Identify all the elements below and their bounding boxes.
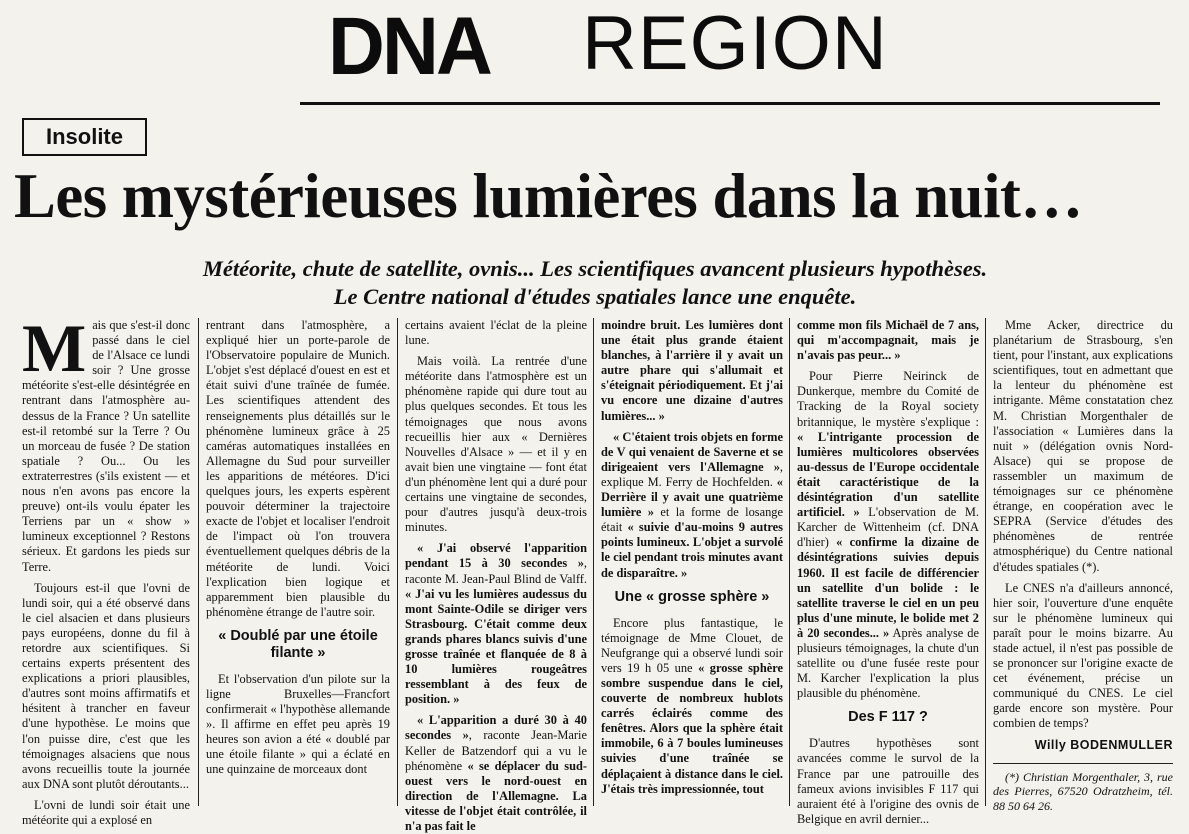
masthead-region: REGION (582, 1, 888, 86)
paragraph-text: , raconte M. Jean-Paul Blind de Valff. (405, 556, 587, 586)
article-column-3 (405, 318, 587, 833)
paragraph-text: ais que s'est-il donc passé dans le ciel de l'Alsace ce lundi soir ? Une grosse météorite s'est-elle désintégrée en rentrant dans l'atmosphère au-dessus de la France ? Un satellite est-il retombé sur la Terre ? Ou un morceau de fusée ? De station spatiale ? Ou... Ou les extraterrestres (s'ils existent — et nous n'en avons pas encore la preuve) ont-ils voulu épater les Terriens par un « show » lumineux exceptionnel ? Restons sérieux. Et gardons les pieds sur Terre. (22, 318, 190, 574)
paragraph-text: Après analyse de plusieurs témoignages, la chute d'un satellite ou d'une fusée reste pour M. Karcher l'explication la plus plausible du phénomène. (797, 625, 979, 701)
paragraph-text: et la forme de losange était (601, 505, 783, 535)
paragraph: Le CNES n'a d'ailleurs annoncé, hier soir, l'ouverture d'une enquête sur le phénomène lumineux qui paraît pour le moins bizarre. Au stade actuel, il n'est pas possible de se prononcer sur l'origine exacte de cet événement, précise un communiqué du CNES. Le ciel garde encore son mystère. Pour combien de temps? (993, 580, 1173, 731)
paragraph (405, 541, 587, 707)
masthead (300, 0, 1160, 105)
headline: Les mystérieuses lumières dans la nuit… (14, 160, 1083, 231)
paragraph-text: , raconte Jean-Marie Keller de Batzendorf qui a vu le phénomène (405, 728, 587, 773)
quote-text: « C'étaient trois objets en forme de V qui venaient de Saverne et se dirigeaient vers l'Allemagne » (601, 429, 783, 474)
quote-text: « Derrière il y avait une quatrième lumière » (601, 474, 783, 520)
quote-text: moindre bruit. Les lumières dont une était plus grande étaient blanches, à l'arrière il y avait un autre phare qui s'allumait et s'éteignait périodiquement. Et j'ai vu encore une dizaine d'autres lumières... » (601, 318, 783, 423)
column-rule (789, 318, 790, 806)
masthead-dna: DNA (328, 1, 490, 92)
paragraph (601, 430, 783, 581)
column-rule (593, 318, 594, 806)
quote-text: « grosse sphère sombre suspendue dans le ciel, couverte de nombreux hublots carrés éclairés comme des fenêtres. Alors que la sphère était immobile, 6 à 7 boules lumineuses suivies d'une traînée se déplaçaient à distance dans le ciel. J'étais très impressionnée, tout (601, 660, 783, 796)
quote-text: « se déplacer du sud-ouest vers le nord-ouest en direction de l'Allemagne. La vitesse de l'objet était contrôlée, il n'a pas fait le (405, 758, 587, 833)
column-rule (198, 318, 199, 806)
quote-text: « J'ai observé l'apparition pendant 15 à 30 secondes » (405, 541, 587, 571)
paragraph-text: Encore plus fantastique, le témoignage de Mme Clouet, de Neufgrange qui a observé lundi soir vers 19 h 05 une (601, 615, 783, 675)
paragraph-text: Pour Pierre Neirinck de Dunkerque, membre du Comité de Tracking de la Royal society britannique, le mystère s'explique : (797, 369, 979, 429)
quote-text: « L'apparition a duré 30 à 40 secondes » (405, 713, 587, 743)
subhead (110, 255, 1080, 311)
article-column-5 (797, 318, 979, 826)
paragraph (601, 318, 783, 424)
section-tag: Insolite (22, 118, 147, 156)
quote-text: « suivie d'au-moins 9 autres points lumineux. L'objet a survolé le ciel pendant trois minutes avant de disparaître. » (601, 520, 783, 580)
footnote: (*) Christian Morgenthaler, 3, rue des Pierres, 67520 Odratzheim, tél. 88 50 64 26. (993, 769, 1173, 813)
article-column-2 (206, 318, 390, 806)
article-column-4 (601, 318, 783, 806)
subhead-line-2: Le Centre national d'études spatiales lance une enquête. (333, 284, 857, 309)
paragraph: Toujours est-il que l'ovni de lundi soir, qui a été observé dans le ciel alsacien et dans plusieurs pays européens, donne du fil à retordre aux scientifiques. Si certains experts présentent des explications a priori plausibles, d'autres sont moins affirmatifs et hésitent à trancher en faveur d'une hypothèse. Le moins que l'on puisse dire, c'est que les témoignages alsaciens que nous avons recueillis toute la journée aux DNA sont plutôt déroutants... (22, 580, 190, 791)
paragraph (601, 616, 783, 797)
paragraph: L'ovni de lundi soir était une météorite qui a explosé en (22, 797, 190, 827)
quote-text: comme mon fils Michaël de 7 ans, qui m'accompagnait, mais je n'avais pas peur... » (797, 318, 979, 363)
paragraph-text: , explique M. Ferry de Hochfelden. (601, 459, 783, 489)
paragraph: Mme Acker, directrice du planétarium de Strasbourg, s'en tient, pour l'instant, aux explications scientifiques, tout en admettant que la lenteur du phénomène est intrigante. Même constatation chez M. Christian Morgenthaler de l'association « Lumières dans la nuit » (délégation ovnis Nord-Alsace) qui se propose de rassembler un maximum de témoignages sur ce phénomène étrange, en coopération avec le SEPRA (Service d'études des phénomènes de rentrée atmosphérique) du Centre national d'études spatiales (*). (993, 318, 1173, 574)
quote-text: « J'ai vu les lumières audessus du mont Sainte-Odile se diriger vers Strasbourg. C'était comme deux grands phares blancs suivis d'une grosse traînée et flanquée de 8 à 10 lumières rougeâtres ressemblant à des feux de position. » (405, 586, 587, 707)
paragraph: certains avaient l'éclat de la pleine lune. (405, 318, 587, 348)
paragraph-text: L'observation de M. Karcher de Wittenheim (cf. DNA d'hier) (797, 505, 979, 550)
subhead-line-1: Météorite, chute de satellite, ovnis... Les scientifiques avancent plusieurs hypothèses. (202, 256, 988, 281)
paragraph (405, 713, 587, 834)
subheading: « Doublé par une étoile filante » (218, 627, 378, 661)
paragraph: Et l'observation d'un pilote sur la ligne Bruxelles—Francfort confirmerait « l'hypothèse allemande ». Il affirme en effet peu après 19 heures son avion a été « doublé par une étoile filante » qui a éclaté en une quinzaine de morceaux dont (206, 671, 390, 777)
article-column-6 (993, 318, 1173, 813)
paragraph: Mais voilà. La rentrée d'une météorite dans l'atmosphère est un phénomène rapide qui dure tout au plus quelques secondes. Et tous les témoignages que nous avons recueillis hier aux « Dernières Nouvelles d'Alsace » — et il y en avait bien une vingtaine — font état d'un phénomène lent qui a duré pour certains une vingtaine de secondes, pour d'autres jusqu'à deux-trois minutes. (405, 354, 587, 535)
column-rule (985, 318, 986, 806)
quote-text: « confirme la dizaine de désintégrations suivies depuis 1960. Il est facile de différencier un satellite d'un bolide : le satellite traverse le ciel en un peu plus d'une minute, le bolide met 2 à 20 secondes... » (797, 535, 979, 640)
paragraph (22, 310, 190, 575)
subheading: Une « grosse sphère » (614, 588, 770, 605)
paragraph (797, 369, 979, 701)
quote-text: « L'intrigante procession de lumières multicolores observées au-dessus de l'Europe occidentale était caractéristique de la désintégration d'un satellite artificiel. » (797, 429, 979, 520)
paragraph: rentrant dans l'atmosphère, a expliqué hier un porte-parole de l'Observatoire populaire de Munich. L'objet s'est déplacé d'ouest en est et était suivi d'une traînée de fumée. Les scientifiques attendent des renseignements plus détaillés sur le phénomène lumineux grâce à 25 caméras automatiques installées en Allemagne du Sud pour surveiller les apparitions de météores. D'ici quelques jours, les experts espèrent pouvoir déterminer la trajectoire exacte de l'objet et localiser l'endroit de l'impact où l'on trouvera éventuellement quelques débris de la météorite de lundi. Voici l'explication bien logique et apparemment bien plausible du phénomène étrange de l'autre soir. (206, 318, 390, 619)
drop-cap: M (22, 310, 87, 386)
column-rule (397, 318, 398, 806)
paragraph: D'autres hypothèses sont avancées comme le survol de la France par une patrouille des fameux avions invisibles F 117 qui auraient été à l'origine des ovnis de Belgique en avril dernier... (797, 736, 979, 826)
paragraph (797, 318, 979, 363)
subheading: Des F 117 ? (848, 709, 928, 726)
article-column-1 (22, 310, 190, 827)
author-signature: Willy BODENMULLER (1034, 737, 1173, 752)
footnote-divider (993, 763, 1173, 764)
